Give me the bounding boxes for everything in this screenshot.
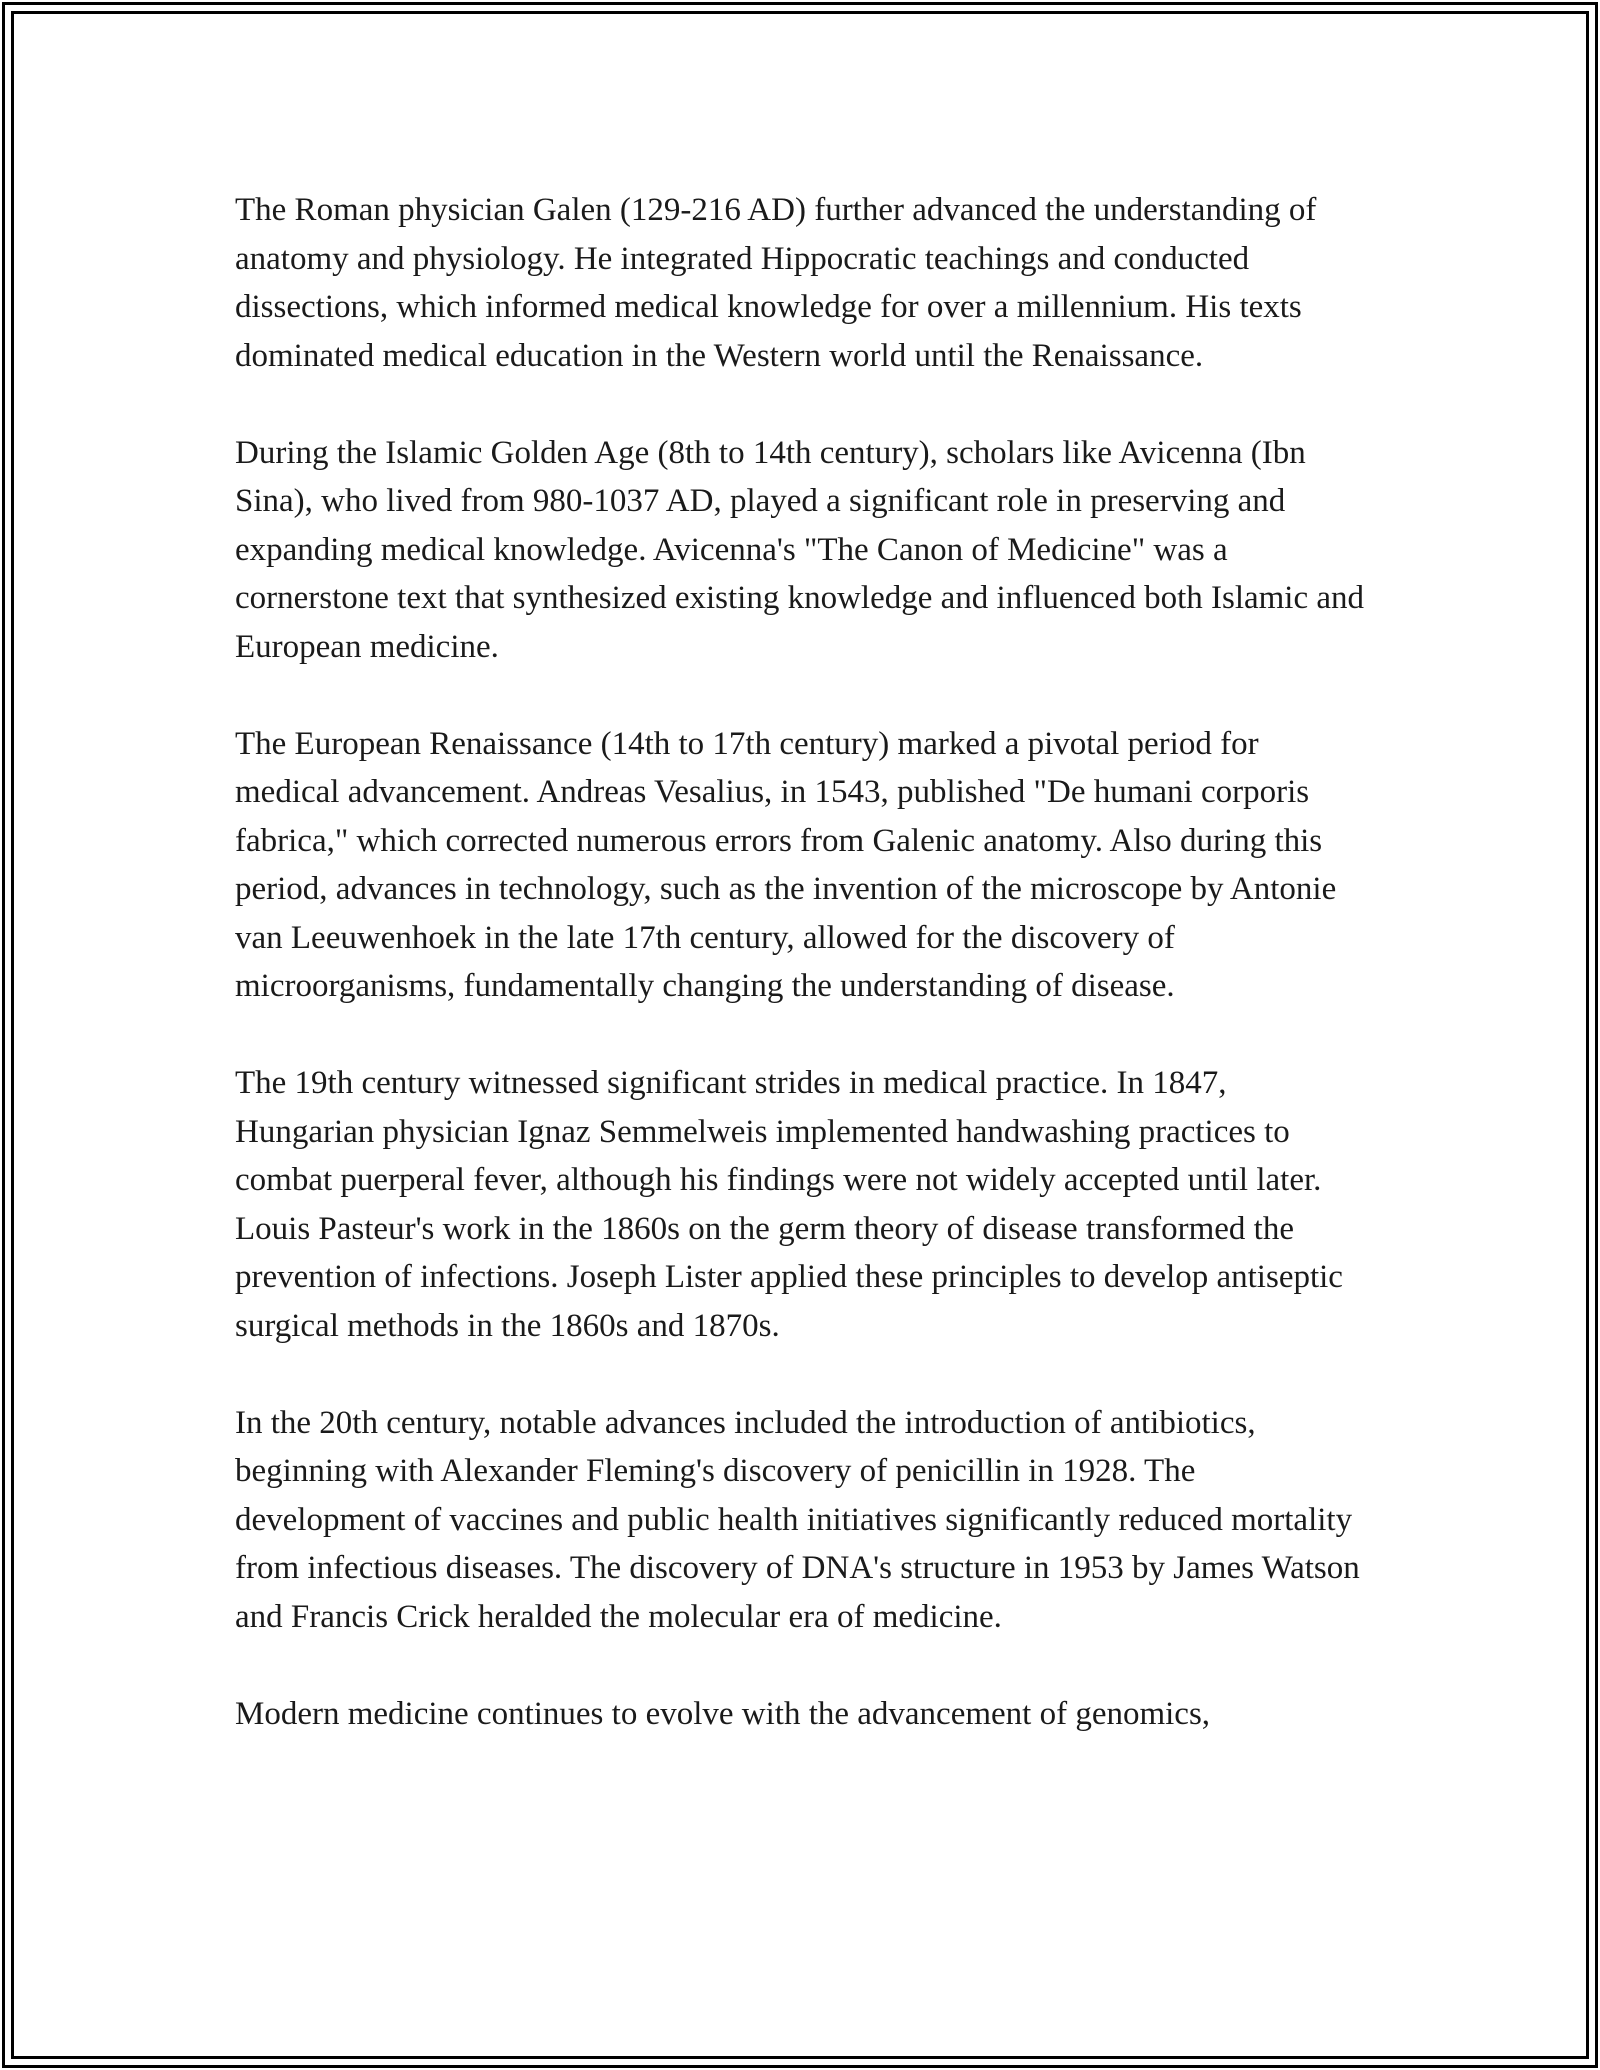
paragraph-20th-century: In the 20th century, notable advances included the introduction of antibiotics, beginning with Alexander Fleming's discovery of penicillin in 1928. The development of vaccines and public health initiatives significantly reduced mortality from infectious diseases. The discovery of DNA's structure in 1953 by James Watson and Francis Crick heralded the molecular era of medicine. xyxy=(235,1404,1360,1635)
document-body xyxy=(235,186,1370,1787)
paragraph-19th-century: The 19th century witnessed significant strides in medical practice. In 1847, Hungarian physician Ignaz Semmelweis implemented handwashing practices to combat puerperal fever, although his findings were not widely accepted until later. Louis Pasteur's work in the 1860s on the germ theory of disease transformed the prevention of infections. Joseph Lister applied these principles to develop antiseptic surgical methods in the 1860s and 1870s. xyxy=(235,1065,1343,1344)
paragraph-modern-medicine: Modern medicine continues to evolve with the advancement of genomics, xyxy=(235,1695,1211,1732)
paragraph-renaissance: The European Renaissance (14th to 17th century) marked a pivotal period for medical advancement. Andreas Vesalius, in 1543, published "De humani corporis fabrica," which corrected numerous errors from Galenic anatomy. Also during this period, advances in technology, such as the invention of the microscope by Antonie van Leeuwenhoek in the late 17th century, allowed for the discovery of microorganisms, fundamentally changing the understanding of disease. xyxy=(235,725,1337,1004)
paragraph-islamic-golden-age: During the Islamic Golden Age (8th to 14th century), scholars like Avicenna (Ibn Sina), who lived from 980-1037 AD, played a significant role in preserving and expanding medical knowledge. Avicenna's "The Canon of Medicine" was a cornerstone text that synthesized existing knowledge and influenced both Islamic and European medicine. xyxy=(235,434,1365,665)
paragraph-galen: The Roman physician Galen (129-216 AD) further advanced the understanding of anatomy and physiology. He integrated Hippocratic teachings and conducted dissections, which informed medical knowledge for over a millennium. His texts dominated medical education in the Western world until the Renaissance. xyxy=(235,192,1317,374)
